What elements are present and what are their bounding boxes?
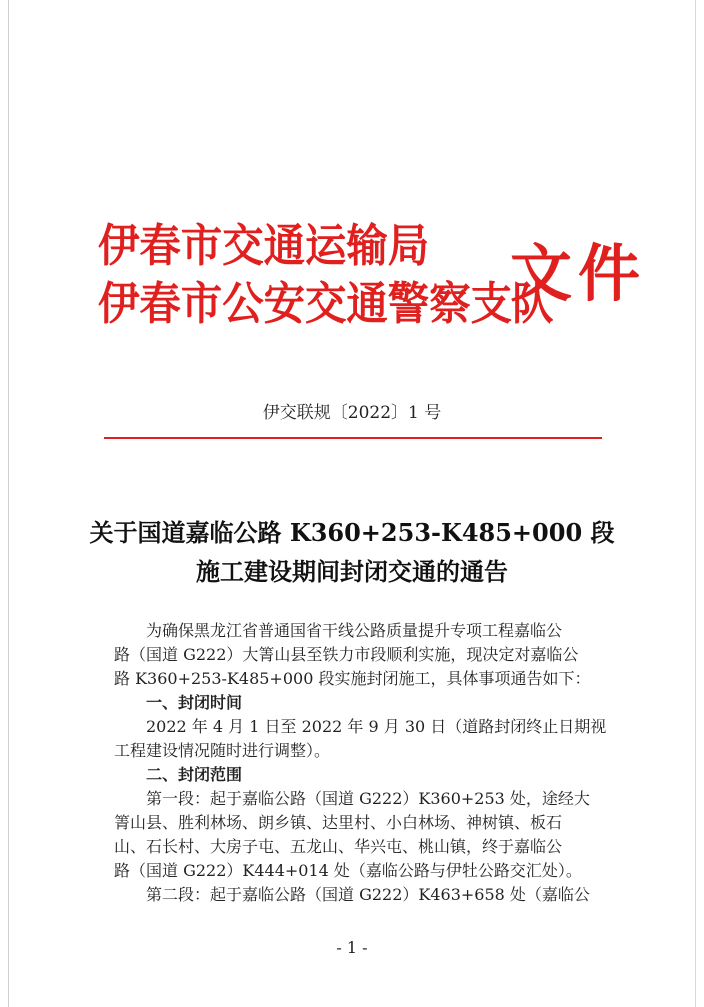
intro-line: 路 K360+253-K485+000 段实施封闭施工，具体事项通告如下： [114,669,591,688]
section-heading-closure-time: 一、封闭时间 [146,693,243,712]
intro-line: 为确保黑龙江省普通国省干线公路质量提升专项工程嘉临公 [146,621,563,640]
closure-scope-line: 路（国道 G222）K444+014 处（嘉临公路与伊牡公路交汇处）。 [114,861,582,880]
notice-title-line-1: 关于国道嘉临公路 K360+253-K485+000 段 [89,518,615,547]
closure-scope-line: 第一段：起于嘉临公路（国道 G222）K360+253 处，途经大 [146,789,590,808]
closure-time-line: 工程建设情况随时进行调整）。 [114,741,331,760]
notice-body [114,619,607,907]
page-number: - 1 - [336,938,368,957]
page-edge-right [695,0,696,1007]
document-header [98,205,647,355]
document-label: 文件 [510,237,647,310]
closure-scope-line: 第二段：起于嘉临公路（国道 G222）K463+658 处（嘉临公 [146,885,590,904]
closure-scope-line: 箐山县、胜利林场、朗乡镇、达里村、小白林场、神树镇、板石 [114,813,563,832]
closure-scope-line: 山、石长村、大房子屯、五龙山、华兴屯、桃山镇，终于嘉临公 [114,837,563,856]
section-heading-closure-scope: 二、封闭范围 [146,765,243,784]
notice-title-line-2: 施工建设期间封闭交通的通告 [196,557,508,586]
page-edge-left [8,0,9,1007]
red-divider [104,437,602,439]
intro-line: 路（国道 G222）大箐山县至铁力市段顺利实施，现决定对嘉临公 [114,645,579,664]
closure-time-line: 2022 年 4 月 1 日至 2022 年 9 月 30 日（道路封闭终止日期视 [146,717,607,736]
document-number: 伊交联规〔2022〕1 号 [262,403,442,423]
issuer-transport-bureau: 伊春市交通运输局 [98,219,430,272]
issuer-traffic-police: 伊春市公安交通警察支队 [98,277,554,330]
